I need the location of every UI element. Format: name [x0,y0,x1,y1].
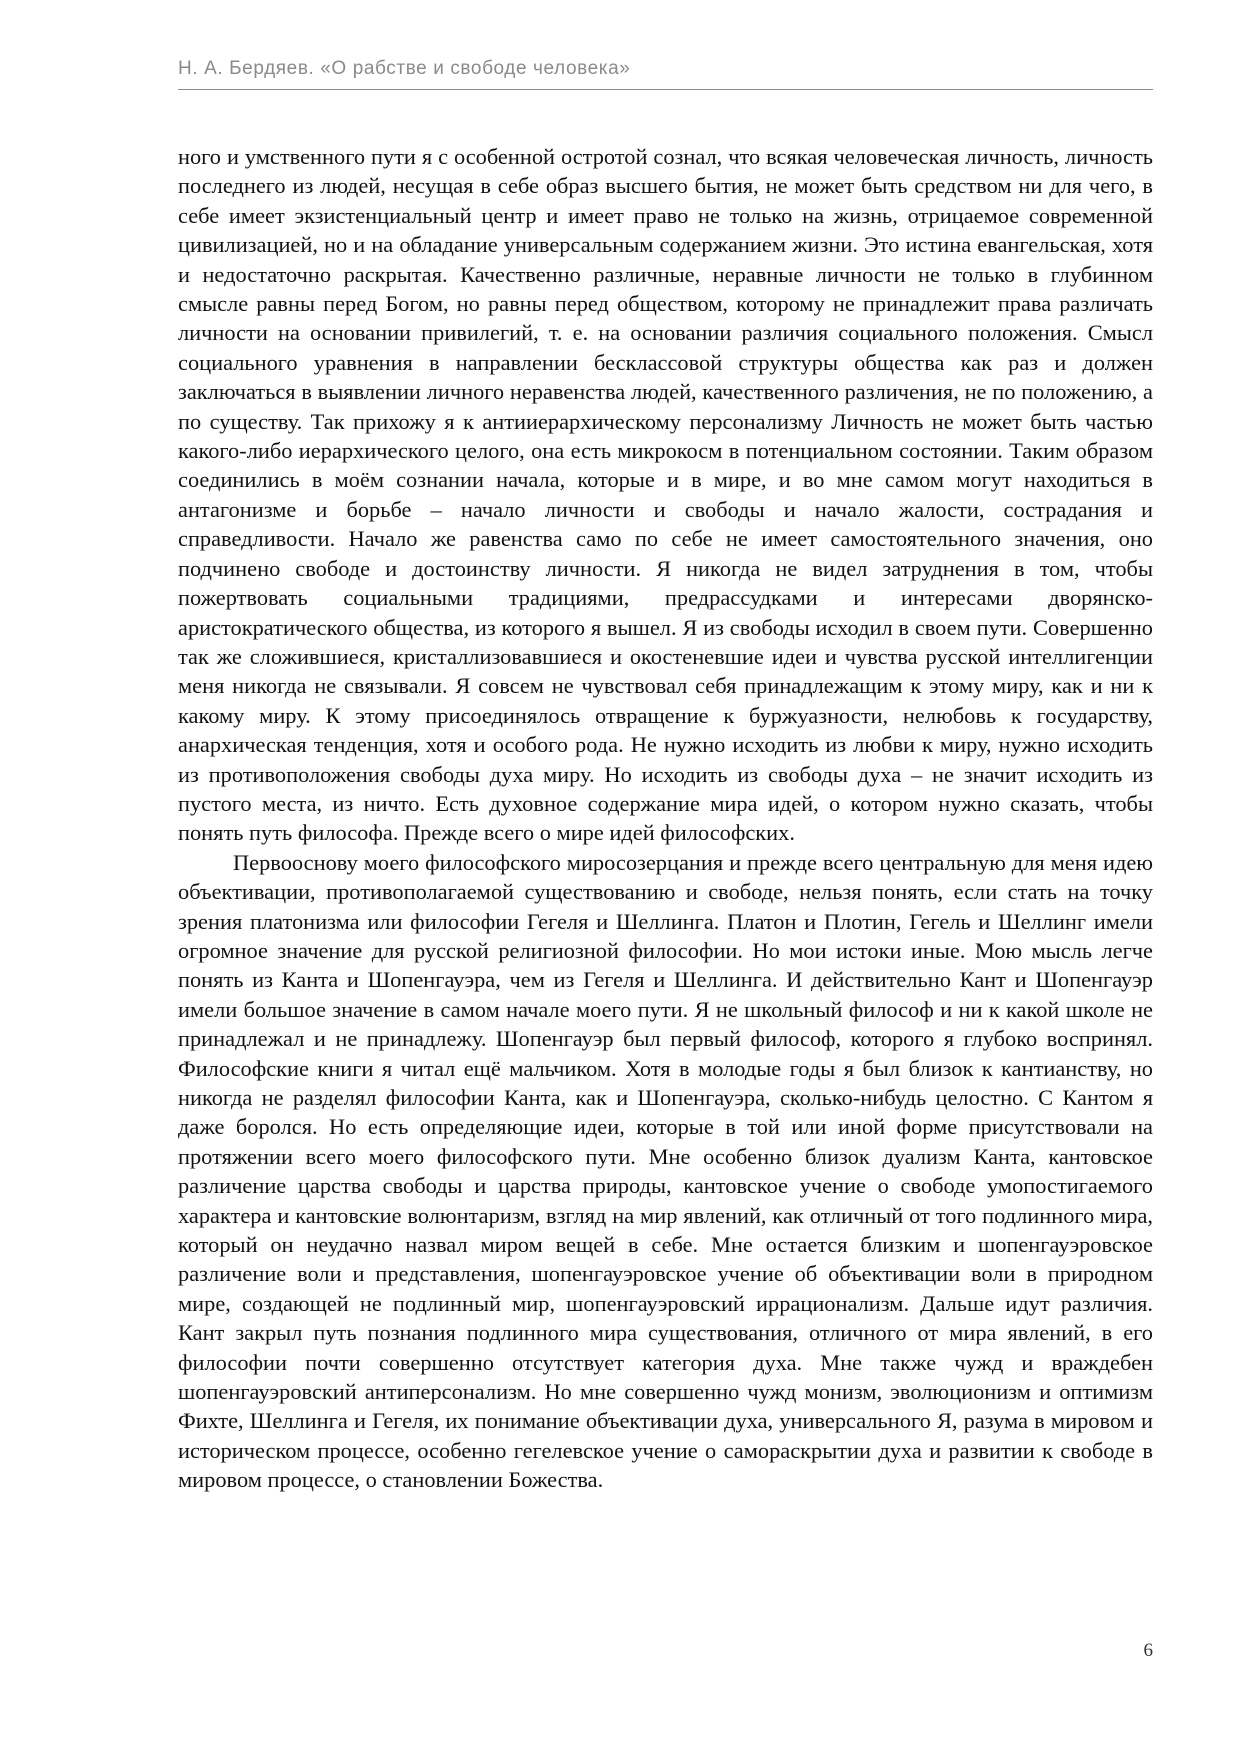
header-divider [178,89,1153,90]
paragraph: Первооснову моего философского миросозерцания и прежде всего центральную для меня идею объективации, противополагаемой существованию и свободе, нельзя понять, если стать на точку зрения платонизма или философии Гегеля и Шеллинга. Платон и Плотин, Гегель и Шеллинг имели огромное значение для русской религиозной философии. Но мои истоки иные. Мою мысль легче понять из Канта и Шопенгауэра, чем из Гегеля и Шеллинга. И действительно Кант и Шопенгауэр имели большое значение в самом начале моего пути. Я не школьный философ и ни к какой школе не принадлежал и не принадлежу. Шопенгауэр был первый философ, которого я глубоко воспринял. Философские книги я читал ещё мальчиком. Хотя в молодые годы я был близок к кантианству, но никогда не разделял философии Канта, как и Шопенгауэра, сколько-нибудь целостно. С Кантом я даже боролся. Но есть определяющие идеи, которые в той или иной форме присутствовали на протяжении всего моего философского пути. Мне особенно близок дуализм Канта, кантовское различение царства свободы и царства природы, кантовское учение о свободе умопостигаемого характера и кантовские волюнтаризм, взгляд на мир явлений, как отличный от того подлинного мира, который он неудачно назвал миром вещей в себе. Мне остается близким и шопенгауэровское различение воли и представления, шопенгауэровское учение об объективации воли в природном мире, создающей не подлинный мир, шопенгауэровский иррационализм. Дальше идут различия. Кант закрыл путь познания подлинного мира существования, отличного от мира явлений, в его философии почти совершенно отсутствует категория духа. Мне также чужд и враждебен шопенгауэровский антиперсонализм. Но мне совершенно чужд монизм, эволюционизм и оптимизм Фихте, Шеллинга и Гегеля, их понимание объективации духа, универсального Я, разума в мировом и историческом процессе, особенно гегелевское учение о самораскрытии духа и развитии к свободе в мировом процессе, о становлении Божества. [178,849,1153,1493]
body-text [178,142,1153,1495]
page-number: 6 [1143,1640,1153,1661]
running-header: Н. А. Бердяев. «О рабстве и свободе человека» [178,58,631,79]
paragraph: ного и умственного пути я с особенной остротой сознал, что всякая человеческая личность, личность последнего из людей, несущая в себе образ высшего бытия, не может быть средством ни для чего, в себе имеет экзистенциальный центр и имеет право не только на жизнь, отрицаемое современной цивилизацией, но и на обладание универсальным содержанием жизни. Это истина евангельская, хотя и недостаточно раскрытая. Качественно различные, неравные личности не только в глубинном смысле равны перед Богом, но равны перед обществом, которому не принадлежит права различать личности на основании привилегий, т. е. на основании различия социального положения. Смысл социального уравнения в направлении бесклассовой структуры общества как раз и должен заключаться в выявлении личного неравенства людей, качественного различения, не по положению, а по существу. Так прихожу я к антииерархическому персонализму Личность не может быть частью какого-либо иерархического целого, она есть микрокосм в потенциальном состоянии. Таким образом соединились в моём сознании начала, которые и в мире, и во мне самом могут находиться в антагонизме и борьбе – начало личности и свободы и начало жалости, сострадания и справедливости. Начало же равенства само по себе не имеет самостоятельного значения, оно подчинено свободе и достоинству личности. Я никогда не видел затруднения в том, чтобы пожертвовать социальными традициями, предрассудками и интересами дворянско-аристократического общества, из которого я вышел. Я из свободы исходил в своем пути. Совершенно так же сложившиеся, кристаллизовавшиеся и окостеневшие идеи и чувства русской интеллигенции меня никогда не связывали. Я совсем не чувствовал себя принадлежащим к этому миру, как и ни к какому миру. К этому присоединялось отвращение к буржуазности, нелюбовь к государству, анархическая тенденция, хотя и особого рода. Не нужно исходить из любви к миру, нужно исходить из противоположения свободы духа миру. Но исходить из свободы духа – не значит исходить из пустого места, из ничто. Есть духовное содержание мира идей, о котором нужно сказать, чтобы понять путь философа. Прежде всего о мире идей философских. [178,144,1153,846]
